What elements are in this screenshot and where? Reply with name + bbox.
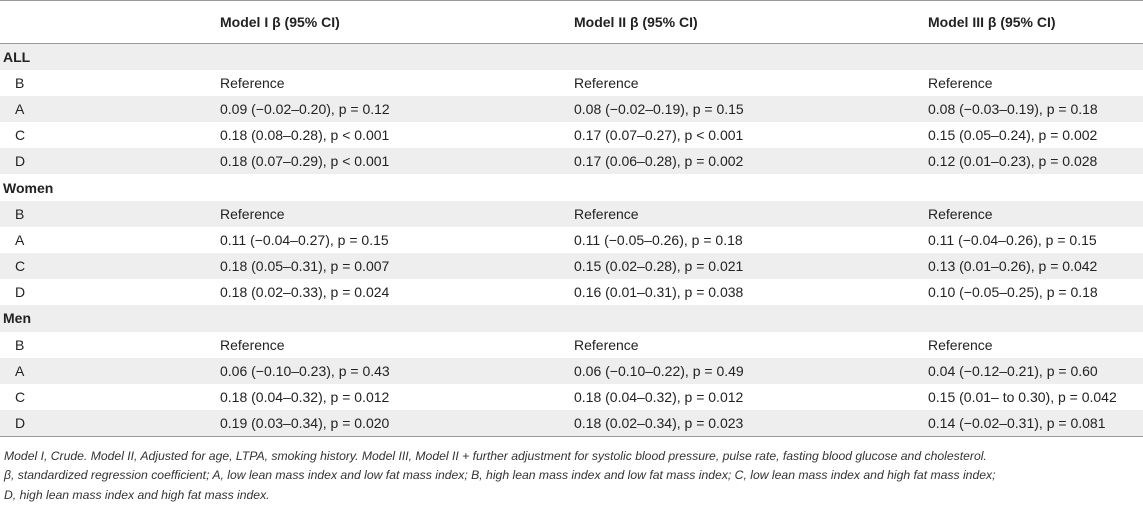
model-1-value: 0.18 (0.04–0.32), p = 0.012 <box>220 389 390 406</box>
model-2-value: Reference <box>574 336 639 353</box>
row-label: A <box>15 362 25 379</box>
model-1-value: 0.11 (−0.04–0.27), p = 0.15 <box>220 231 389 248</box>
row-label: A <box>15 231 25 248</box>
group-row-all <box>0 44 1143 70</box>
group-label: ALL <box>3 48 31 65</box>
model-1-value: Reference <box>220 74 285 91</box>
model-3-value: 0.15 (0.01– to 0.30), p = 0.042 <box>928 389 1117 406</box>
table-row <box>0 122 1143 148</box>
model-2-value: 0.15 (0.02–0.28), p = 0.021 <box>574 258 744 275</box>
table-row <box>0 253 1143 279</box>
model-2-value: 0.18 (0.04–0.32), p = 0.012 <box>574 389 744 406</box>
row-label: C <box>15 258 26 275</box>
group-row-men <box>0 305 1143 331</box>
header-cell-group <box>0 1 220 44</box>
model-1-value: Reference <box>220 336 285 353</box>
table-row <box>0 70 1143 96</box>
model-1-value: 0.06 (−0.10–0.23), p = 0.43 <box>220 362 390 379</box>
footnote-line: Model I, Crude. Model II, Adjusted for age, LTPA, smoking history. Model III, Model II + further adjustment for systolic blood pressure, pulse rate, fasting blood glucose and cholesterol. <box>4 448 987 463</box>
table-row <box>0 358 1143 384</box>
empty-cell <box>928 174 1143 200</box>
row-label: D <box>0 410 220 436</box>
footnote-line: D, high lean mass index and high fat mass index. <box>4 487 270 502</box>
model-2-value: 0.11 (−0.05–0.26), p = 0.18 <box>574 231 743 248</box>
table-row <box>0 279 1143 305</box>
model-3-value: 0.12 (0.01–0.23), p = 0.028 <box>928 153 1098 170</box>
table-row <box>0 201 1143 227</box>
table-header-row <box>0 1 1143 44</box>
model-3-value: 0.10 (−0.05–0.25), p = 0.18 <box>928 284 1098 301</box>
row-label: D <box>15 284 26 301</box>
table-row <box>0 384 1143 410</box>
model-1-value: 0.18 (0.02–0.33), p = 0.024 <box>220 284 390 301</box>
empty-cell <box>574 305 928 331</box>
group-row-women <box>0 174 1143 200</box>
model-3-value: 0.13 (0.01–0.26), p = 0.042 <box>928 258 1098 275</box>
empty-cell <box>928 44 1143 70</box>
row-label: B <box>15 205 25 222</box>
header-cell-model-2: Model II β (95% CI) <box>574 1 928 44</box>
empty-cell <box>220 44 574 70</box>
model-3-value: Reference <box>928 74 993 91</box>
empty-cell <box>220 174 574 200</box>
model-2-value: 0.17 (0.07–0.27), p < 0.001 <box>574 127 744 144</box>
table-row <box>0 332 1143 358</box>
group-label: Women <box>3 179 54 196</box>
row-label: B <box>15 336 25 353</box>
row-label: D <box>15 153 26 170</box>
model-2-value: 0.18 (0.02–0.34), p = 0.023 <box>574 410 928 436</box>
model-2-value: Reference <box>574 205 639 222</box>
model-3-value: 0.14 (−0.02–0.31), p = 0.081 <box>928 410 1143 436</box>
model-3-value: 0.15 (0.05–0.24), p = 0.002 <box>928 127 1098 144</box>
model-2-value: 0.17 (0.06–0.28), p = 0.002 <box>574 153 744 170</box>
row-label: C <box>15 389 26 406</box>
footnote-line: β, standardized regression coefficient; A, low lean mass index and low fat mass index; B, high lean mass index and low fat mass index; C, low lean mass index and high fat mass index; <box>4 468 996 483</box>
header-cell-model-3: Model III β (95% CI) <box>928 1 1143 44</box>
table-footnotes <box>0 437 1143 506</box>
model-1-value: 0.18 (0.07–0.29), p < 0.001 <box>220 153 390 170</box>
group-label: Men <box>3 310 31 327</box>
model-3-value: Reference <box>928 205 993 222</box>
model-3-value: 0.04 (−0.12–0.21), p = 0.60 <box>928 362 1098 379</box>
model-2-value: 0.06 (−0.10–0.22), p = 0.49 <box>574 362 744 379</box>
table-row <box>0 410 1143 436</box>
table-row <box>0 148 1143 174</box>
table-row <box>0 96 1143 122</box>
header-cell-model-1: Model I β (95% CI) <box>220 1 574 44</box>
model-1-value: Reference <box>220 205 285 222</box>
model-2-value: 0.08 (−0.02–0.19), p = 0.15 <box>574 100 744 117</box>
model-2-value: 0.16 (0.01–0.31), p = 0.038 <box>574 284 744 301</box>
model-2-value: Reference <box>574 74 639 91</box>
model-1-value: 0.09 (−0.02–0.20), p = 0.12 <box>220 100 390 117</box>
row-label: A <box>15 100 25 117</box>
model-1-value: 0.18 (0.05–0.31), p = 0.007 <box>220 258 390 275</box>
row-label: C <box>15 127 26 144</box>
empty-cell <box>928 305 1143 331</box>
row-label: B <box>15 74 25 91</box>
model-1-value: 0.18 (0.08–0.28), p < 0.001 <box>220 127 390 144</box>
model-3-value: 0.08 (−0.03–0.19), p = 0.18 <box>928 100 1098 117</box>
model-1-value: 0.19 (0.03–0.34), p = 0.020 <box>220 410 574 436</box>
empty-cell <box>220 305 574 331</box>
model-3-value: 0.11 (−0.04–0.26), p = 0.15 <box>928 231 1097 248</box>
table-row <box>0 227 1143 253</box>
model-3-value: Reference <box>928 336 993 353</box>
empty-cell <box>574 174 928 200</box>
empty-cell <box>574 44 928 70</box>
